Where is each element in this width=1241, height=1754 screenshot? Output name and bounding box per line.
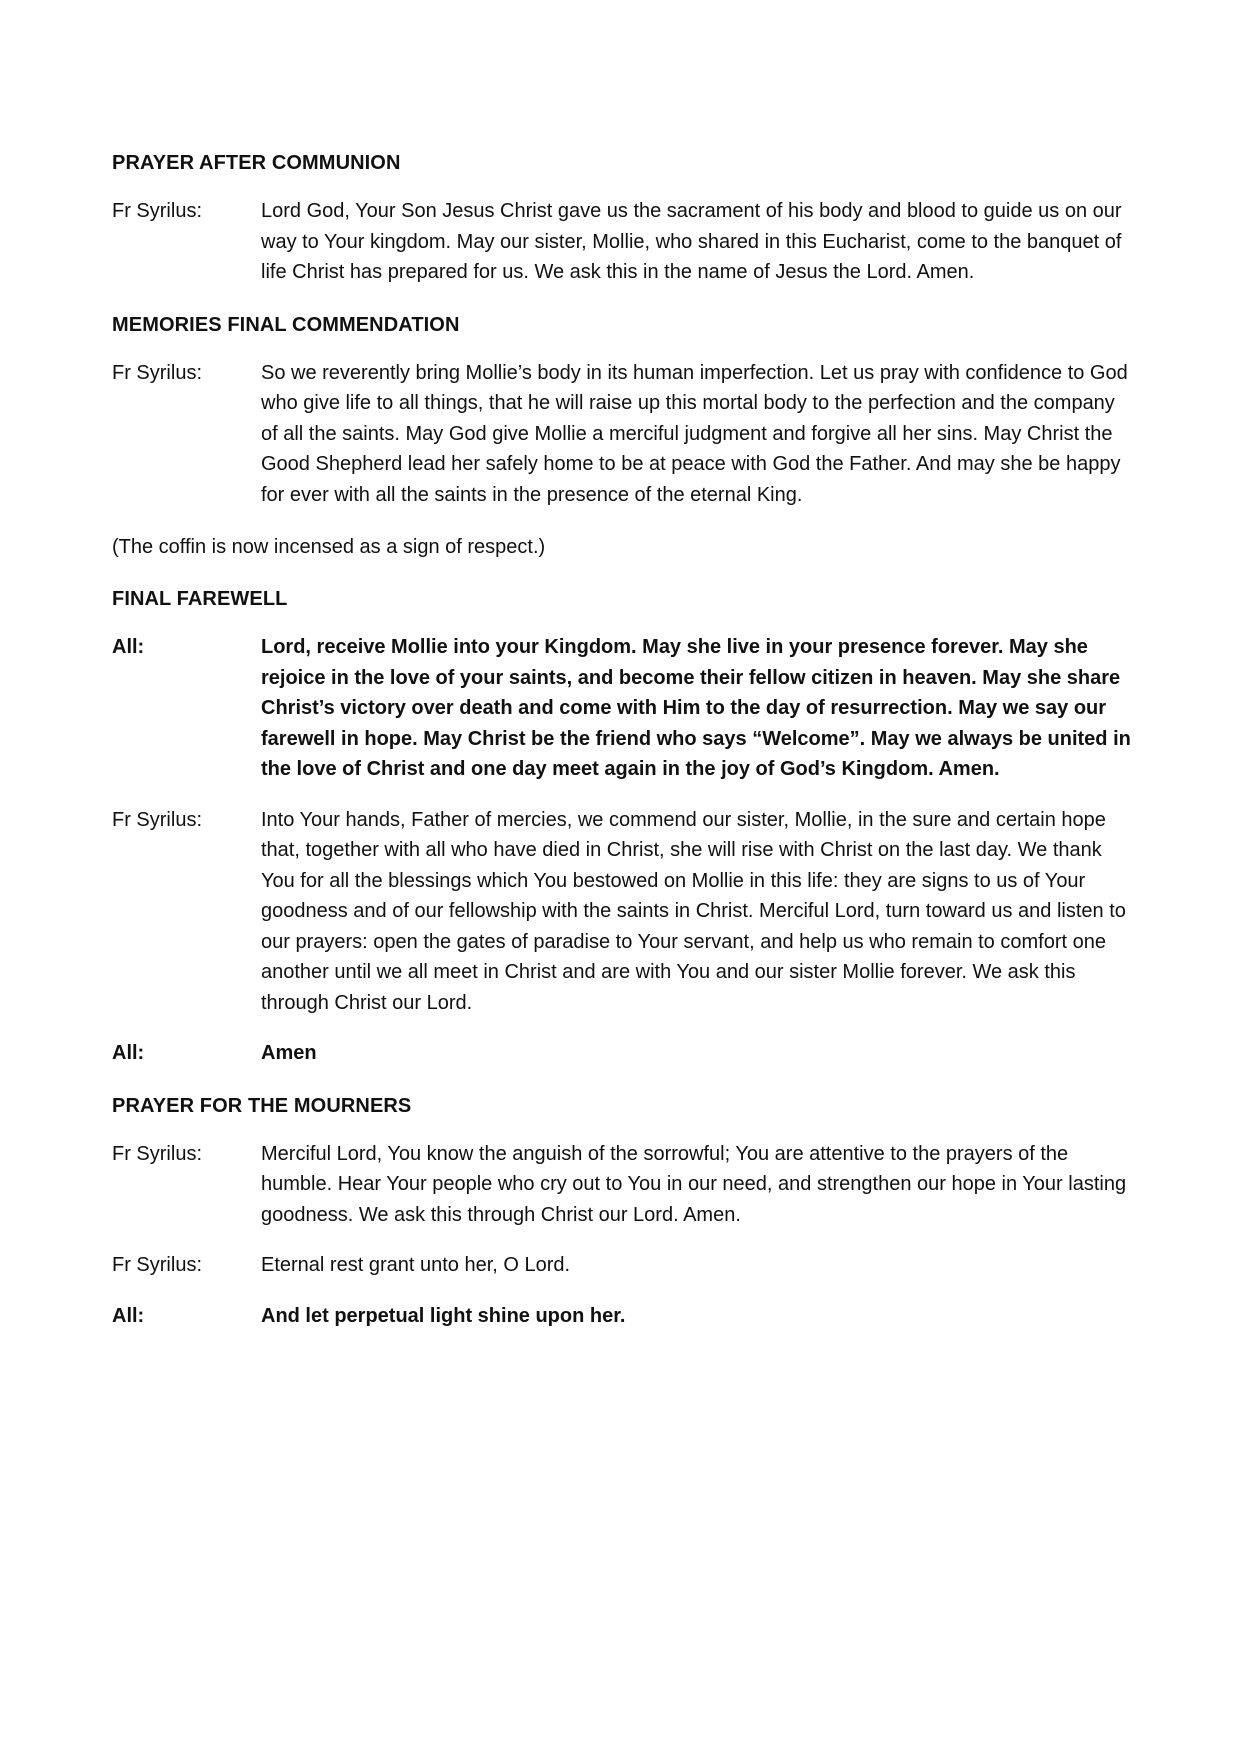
response-entry: [112, 1301, 1132, 1332]
prayer-entry: [112, 1139, 1132, 1231]
response-text: Amen: [261, 1042, 317, 1064]
response-entry: [112, 1038, 1132, 1069]
prayer-entry: [112, 1250, 1132, 1281]
response-entry: [112, 632, 1132, 785]
document-page: [112, 148, 1132, 1331]
speaker-label: Fr Syrilus:: [112, 200, 202, 222]
response-text: Lord, receive Mollie into your Kingdom. May she live in your presence forever. May she rejoice in the love of your saints, and become their fellow citizen in heaven. May she share Christ’s victory over death and come with Him to the day of resurrection. May we say our farewell in hope. May Christ be the friend who says “Welcome”. May we always be united in the love of Christ and one day meet again in the joy of God’s Kingdom. Amen.: [261, 636, 1131, 780]
response-text: And let perpetual light shine upon her.: [261, 1304, 626, 1327]
prayer-text: Merciful Lord, You know the anguish of the sorrowful; You are attentive to the prayers of the humble. Hear Your people who cry out to You in our need, and strengthen our hope in Your lasting goodness. We ask this through Christ our Lord. Amen.: [261, 1142, 1127, 1226]
prayer-entry: [112, 358, 1132, 511]
prayer-text: Lord God, Your Son Jesus Christ gave us the sacrament of his body and blood to guide us on our way to Your kingdom. May our sister, Mollie, who shared in this Eucharist, come to the banquet of life Christ has prepared for us. We ask this in the name of Jesus the Lord. Amen.: [261, 200, 1122, 283]
speaker-label: Fr Syrilus:: [112, 808, 202, 831]
section-heading-prayer-for-mourners: PRAYER FOR THE MOURNERS: [112, 1094, 412, 1117]
rubric-note: (The coffin is now incensed as a sign of respect.): [112, 536, 546, 558]
section-heading-prayer-after-communion: PRAYER AFTER COMMUNION: [112, 152, 401, 174]
prayer-entry: [112, 805, 1132, 1019]
section-heading-final-farewell: FINAL FAREWELL: [112, 588, 288, 610]
prayer-entry: [112, 196, 1132, 288]
section-heading-final-commendation: MEMORIES FINAL COMMENDATION: [112, 313, 460, 336]
speaker-label: Fr Syrilus:: [112, 1142, 202, 1165]
prayer-text: Into Your hands, Father of mercies, we commend our sister, Mollie, in the sure and certain hope that, together with all who have died in Christ, she will rise with Christ on the last day. We thank You for all the blessings which You bestowed on Mollie in this life: they are signs to us of Your goodness and of our fellowship with the saints in Christ. Merciful Lord, turn toward us and listen to our prayers: open the gates of paradise to Your servant, and help us who remain to comfort one another until we all meet in Christ and are with You and our sister Mollie forever. We ask this through Christ our Lord.: [261, 808, 1126, 1014]
prayer-text: So we reverently bring Mollie’s body in its human imperfection. Let us pray with confidence to God who give life to all things, that he will raise up this mortal body to the perfection and the company of all the saints. May God give Mollie a merciful judgment and forgive all her sins. May Christ the Good Shepherd lead her safely home to be at peace with God the Father. And may she be happy for ever with all the saints in the presence of the eternal King.: [261, 361, 1128, 506]
speaker-label: All:: [112, 1042, 145, 1064]
speaker-label: All:: [112, 636, 145, 658]
speaker-label: All:: [112, 1304, 145, 1327]
prayer-text: Eternal rest grant unto her, O Lord.: [261, 1254, 571, 1276]
speaker-label: Fr Syrilus:: [112, 1254, 202, 1276]
speaker-label: Fr Syrilus:: [112, 361, 202, 384]
